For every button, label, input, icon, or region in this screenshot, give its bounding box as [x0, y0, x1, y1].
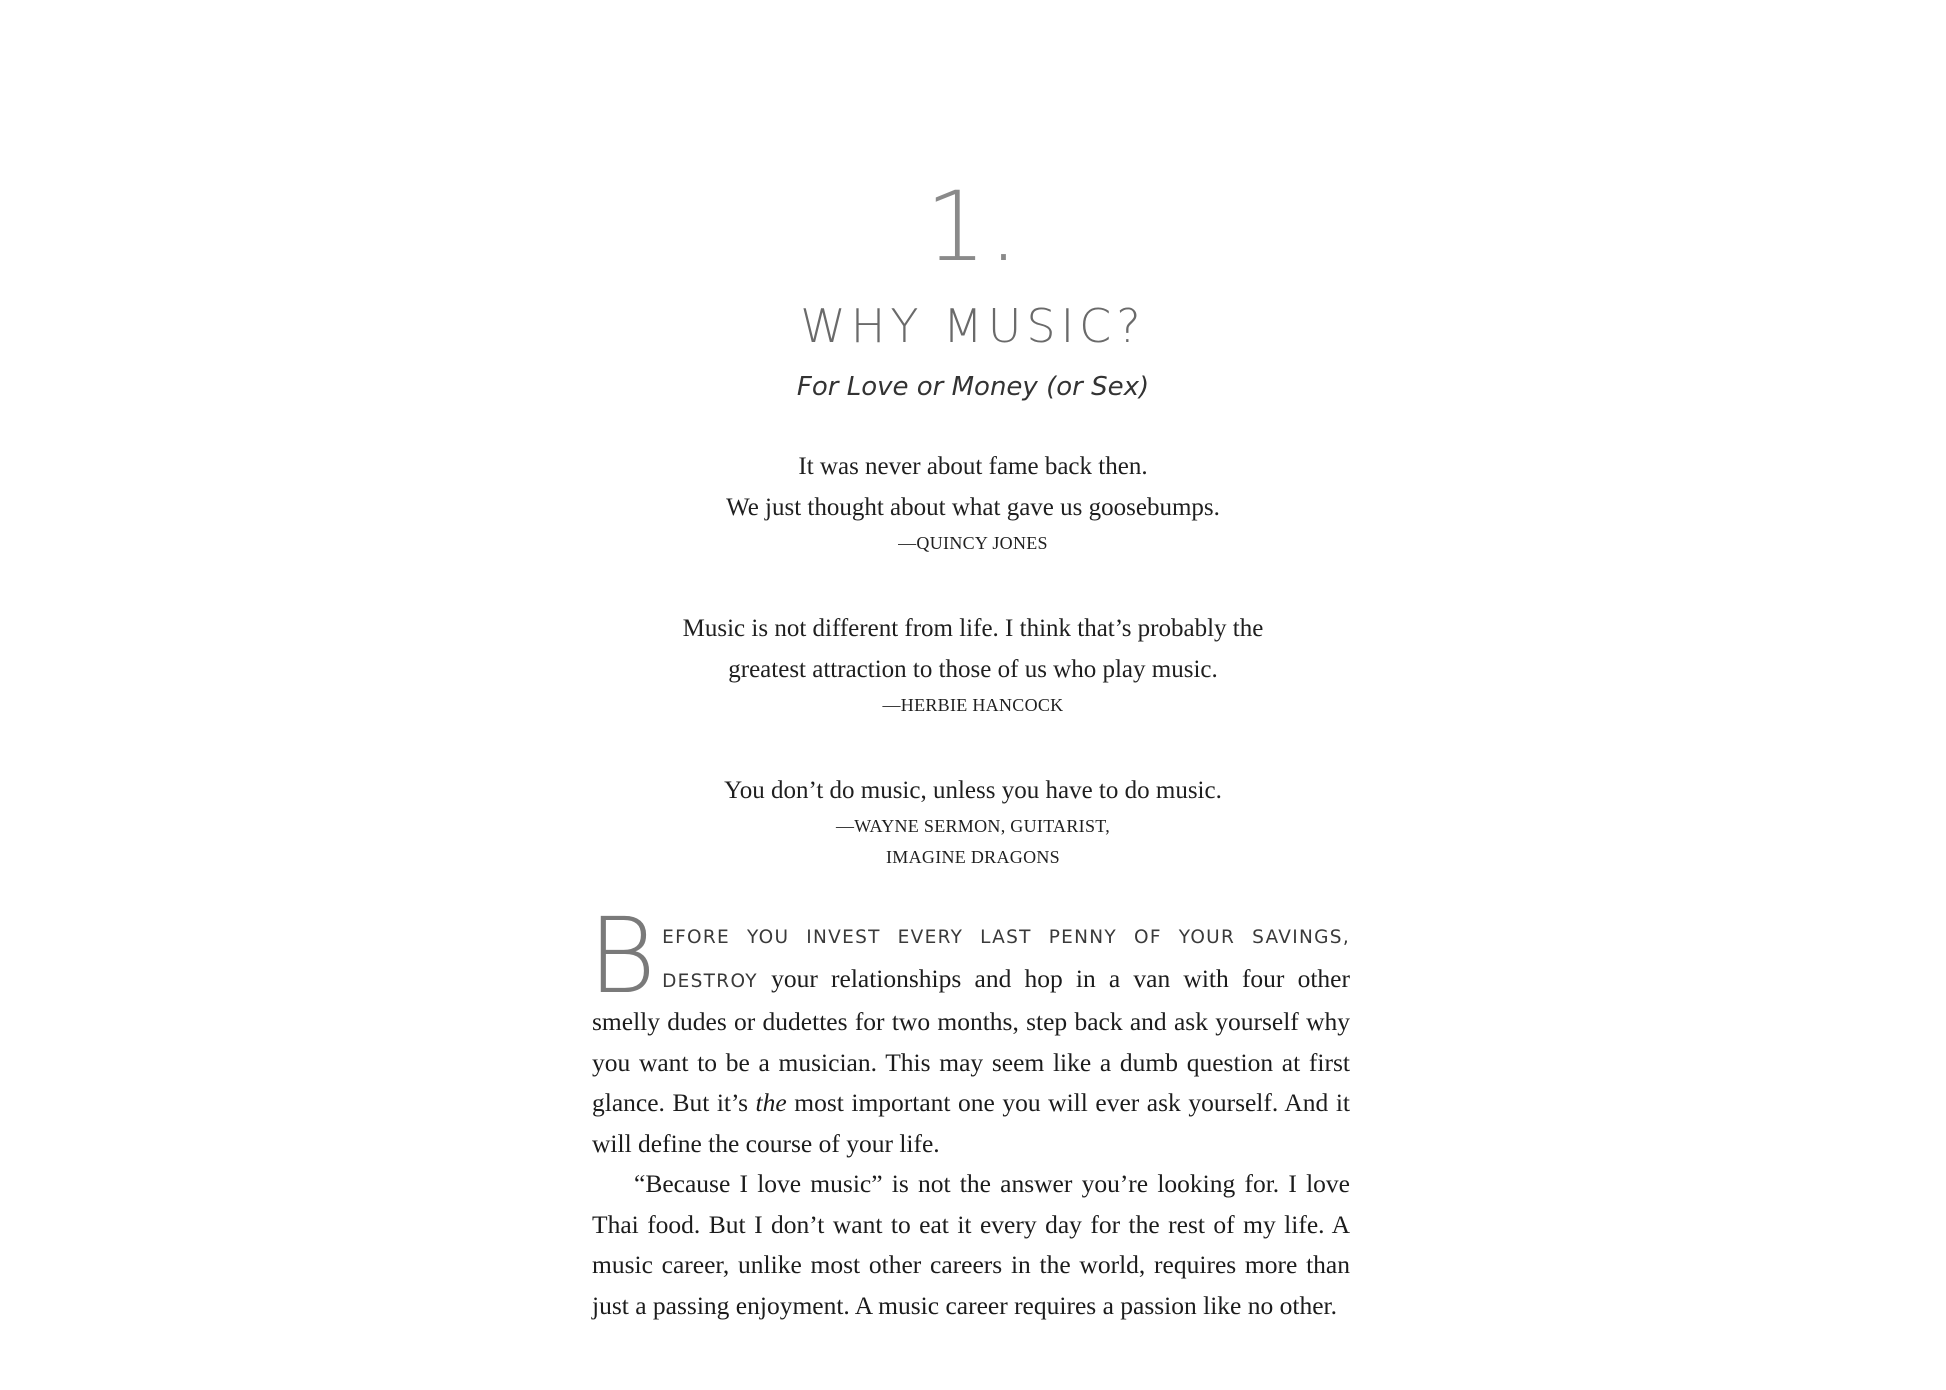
epigraph-line: Music is not different from life. I think that’s probably the — [682, 615, 1264, 642]
epigraph-herbie-hancock — [0, 608, 1946, 721]
epigraph-line: You don’t do music, unless you have to do music. — [724, 777, 1222, 804]
body-text-run: your relationships and hop in a van with four other smelly dudes or dudettes for two months, step back and ask yourself why you want to be a musician. This may seem like a dumb question at first glance. But it’s — [592, 963, 1350, 1117]
epigraph-wayne-sermon — [0, 770, 1946, 873]
chapter-number: 1. — [925, 171, 1021, 283]
chapter-title: WHY MUSIC? — [800, 299, 1146, 353]
body-paragraph — [588, 895, 1351, 1164]
epigraph-attribution: —QUINCY JONES — [898, 533, 1048, 553]
drop-cap: B — [588, 895, 657, 1017]
epigraph-quincy-jones — [0, 446, 1946, 559]
epigraph-attribution: —WAYNE SERMON, GUITARIST, — [835, 816, 1111, 836]
body-text-run: most important one you will ever ask yourself. And it will define the course of your life. — [592, 1088, 1351, 1158]
lead-in-smallcaps: EFORE YOU INVEST EVERY LAST PENNY OF YOUR SAVINGS, DESTROY — [662, 927, 1350, 992]
epigraph-attribution: —HERBIE HANCOCK — [882, 695, 1064, 715]
epigraph-line: It was never about fame back then. — [798, 453, 1148, 480]
body-paragraph: “Because I love music” is not the answer you’re looking for. I love Thai food. But I don’t want to eat it every day for the rest of my life. A music career, unlike most other careers in the world, requires more than just a passing enjoyment. A music career requires a passion like no other. — [592, 1169, 1350, 1320]
chapter-subtitle: For Love or Money (or Sex) — [796, 372, 1150, 402]
emphasis-text: the — [755, 1088, 787, 1117]
epigraph-line: greatest attraction to those of us who play music. — [728, 656, 1218, 683]
body-text — [588, 895, 1351, 1326]
epigraph-line: We just thought about what gave us goosebumps. — [726, 494, 1220, 521]
epigraph-attribution: IMAGINE DRAGONS — [886, 847, 1060, 867]
